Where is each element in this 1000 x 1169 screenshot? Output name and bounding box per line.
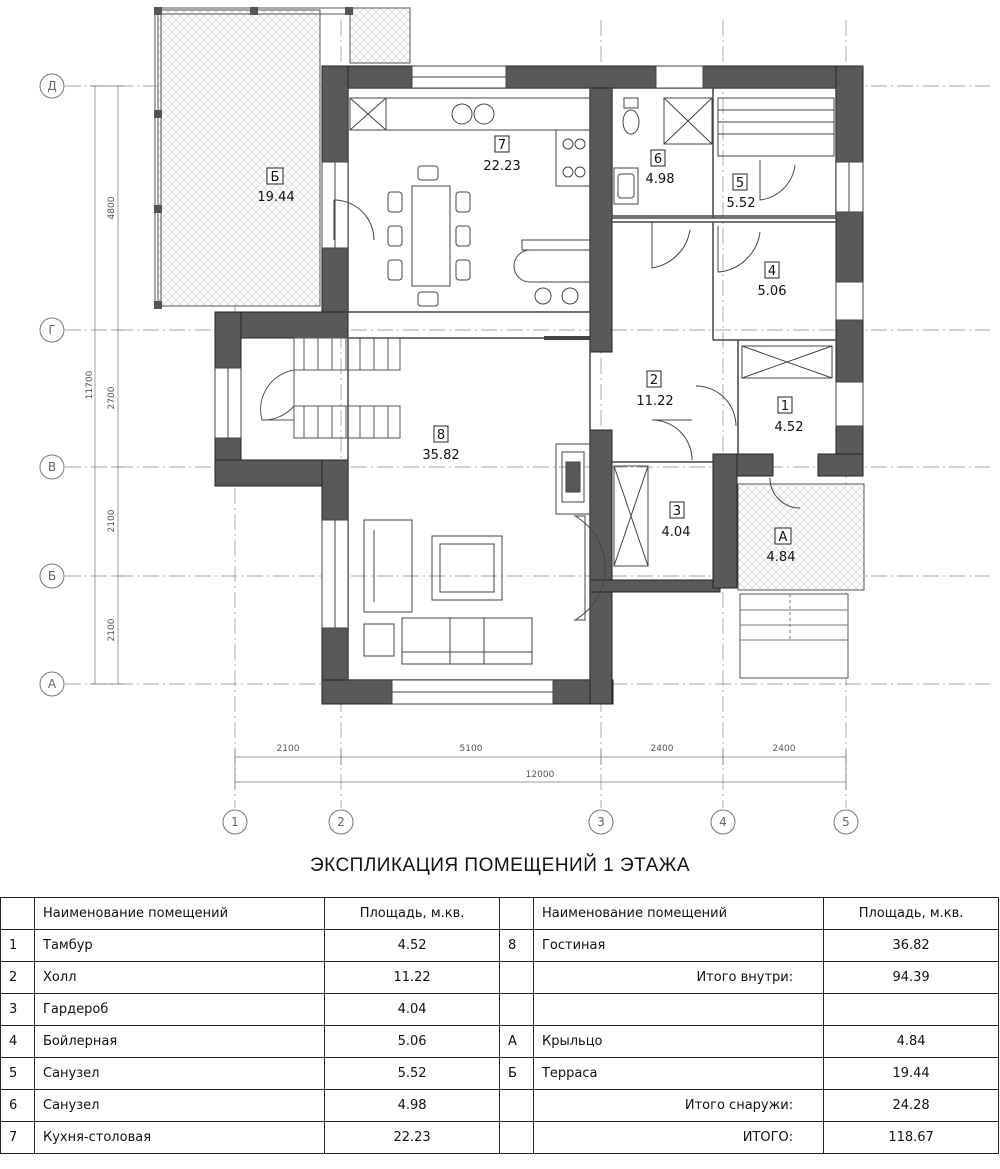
table-row: 2 Холл 11.22 Итого внутри: 94.39	[1, 962, 999, 994]
svg-text:Б: Б	[270, 170, 280, 185]
axis-label-g: Г	[48, 323, 56, 337]
dim-horizontal-3: 2400	[650, 744, 674, 754]
kitchen-furniture	[350, 98, 590, 338]
dim-vertical-3: 2100	[107, 509, 117, 533]
table-title: ЭКСПЛИКАЦИЯ ПОМЕЩЕНИЙ 1 ЭТАЖА	[309, 855, 691, 876]
room-label-8	[422, 426, 459, 463]
table-header-row	[1, 898, 999, 930]
table-row: 6 Санузел 4.98 Итого снаружи: 24.28	[1, 1090, 999, 1122]
dim-vertical-4: 2100	[107, 618, 117, 642]
table-row: 7 Кухня-столовая 22.23 ИТОГО: 118.67	[1, 1122, 999, 1154]
terrace	[154, 7, 410, 309]
dim-horizontal-4: 2400	[772, 744, 796, 754]
room-label-6	[646, 150, 675, 187]
table-row: 3 Гардероб 4.04	[1, 994, 999, 1026]
axis-label-4: 4	[719, 815, 727, 829]
row-axis-markers	[40, 74, 64, 696]
porch	[738, 484, 864, 678]
table-row: 1 Тамбур 4.52 8 Гостиная 36.82	[1, 930, 999, 962]
svg-text:4.04: 4.04	[661, 525, 691, 540]
axis-label-d: Д	[47, 79, 57, 93]
axis-label-2: 2	[337, 815, 345, 829]
svg-text:22.23: 22.23	[483, 159, 521, 174]
dim-horizontal-1: 2100	[276, 744, 300, 754]
svg-text:5.06: 5.06	[757, 284, 787, 299]
svg-text:11.22: 11.22	[636, 394, 674, 409]
axis-label-b: Б	[47, 569, 57, 583]
svg-text:3: 3	[672, 504, 682, 519]
column-axis-markers	[223, 810, 858, 834]
room-label-7	[483, 136, 520, 174]
dim-horizontal-2: 5100	[459, 744, 483, 754]
room-label-5	[727, 174, 756, 211]
svg-text:4: 4	[767, 264, 777, 279]
room-label-4	[758, 262, 787, 299]
room-schedule-table	[0, 897, 999, 1154]
svg-text:8: 8	[436, 428, 446, 443]
svg-text:35.82: 35.82	[422, 448, 460, 463]
svg-text:4.98: 4.98	[645, 172, 675, 187]
table-row: 5 Санузел 5.52 Б Терраса 19.44	[1, 1058, 999, 1090]
dim-total-vertical: 11700	[85, 370, 95, 400]
header-area: Площадь, м.кв.	[325, 898, 500, 930]
svg-text:19.44: 19.44	[257, 190, 295, 205]
dim-vertical-2: 2700	[107, 386, 117, 410]
svg-text:2: 2	[649, 373, 659, 388]
axis-label-a: А	[47, 677, 57, 691]
svg-text:4.84: 4.84	[766, 550, 796, 565]
axis-label-1: 1	[231, 815, 239, 829]
svg-text:5: 5	[735, 176, 745, 191]
staircase	[261, 338, 400, 438]
axis-label-v: В	[47, 460, 57, 474]
header-area: Площадь, м.кв.	[824, 898, 999, 930]
svg-text:1: 1	[780, 399, 790, 414]
room-label-3	[662, 502, 691, 540]
axis-label-3: 3	[597, 815, 605, 829]
svg-text:7: 7	[497, 138, 507, 153]
svg-text:А: А	[778, 530, 788, 545]
svg-text:4.52: 4.52	[774, 420, 804, 435]
living-furniture	[364, 444, 605, 664]
dim-total-horizontal: 12000	[525, 770, 555, 780]
axis-label-5: 5	[842, 815, 850, 829]
room-label-1	[775, 397, 804, 435]
svg-text:5.52: 5.52	[726, 196, 756, 211]
svg-text:6: 6	[653, 152, 663, 167]
table-row: 4 Бойлерная 5.06 А Крыльцо 4.84	[1, 1026, 999, 1058]
header-name: Наименование помещений	[533, 898, 823, 930]
room-label-2	[636, 371, 673, 409]
header-name: Наименование помещений	[35, 898, 325, 930]
dim-vertical-1: 4800	[107, 196, 117, 220]
